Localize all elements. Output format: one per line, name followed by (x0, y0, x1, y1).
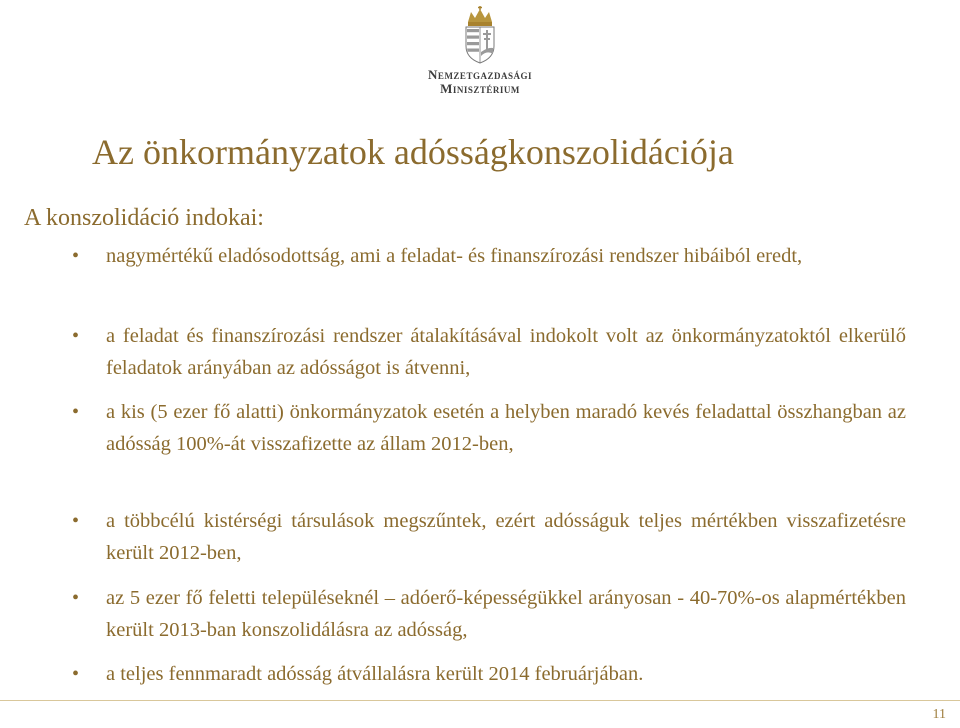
bullet-dot-icon: • (72, 401, 80, 423)
ministry-logo (380, 6, 580, 96)
bullet-dot-icon: • (72, 587, 80, 609)
bullet-text: a kis (5 ezer fő alatti) önkormányzatok esetén a helyben maradó kevés feladattal összhangban az adósság 100%-át visszafizette az állam 2012-ben, (106, 401, 906, 455)
bullet-text: a teljes fennmaradt adósság átvállalásra került 2014 februárjában. (106, 663, 644, 685)
footer-divider (0, 700, 960, 701)
intro-heading: A konszolidáció indokai: (24, 205, 264, 231)
bullet-dot-icon: • (72, 245, 80, 267)
bullet-text: nagymértékű eladósodottság, ami a feladat- és finanszírozási rendszer hibáiból eredt, (106, 245, 803, 267)
hungarian-coat-of-arms-icon (462, 6, 498, 64)
bullet-text: a feladat és finanszírozási rendszer átalakításával indokolt volt az önkormányzatoktól elkerülő feladatok arányában az adósságot is átvenni, (106, 325, 906, 379)
bullet-dot-icon: • (72, 325, 80, 347)
logo-name-line1: Nemzetgazdasági (428, 67, 532, 82)
slide-title: Az önkormányzatok adósságkonszolidációja (92, 132, 734, 172)
bullet-dot-icon: • (72, 510, 80, 532)
bullet-text: a többcélú kistérségi társulások megszűntek, ezért adósságuk teljes mértékben visszafizetésre került 2012-ben, (106, 510, 906, 564)
bullet-text: az 5 ezer fő feletti településeknél – adóerő-képességükkel arányosan - 40-70%-os alapmértékben került 2013-ban konszolidálásra az adósság, (106, 587, 906, 641)
bullet-dot-icon: • (72, 663, 80, 685)
page-number: 11 (932, 707, 946, 722)
logo-name-line2: Minisztérium (440, 81, 520, 96)
